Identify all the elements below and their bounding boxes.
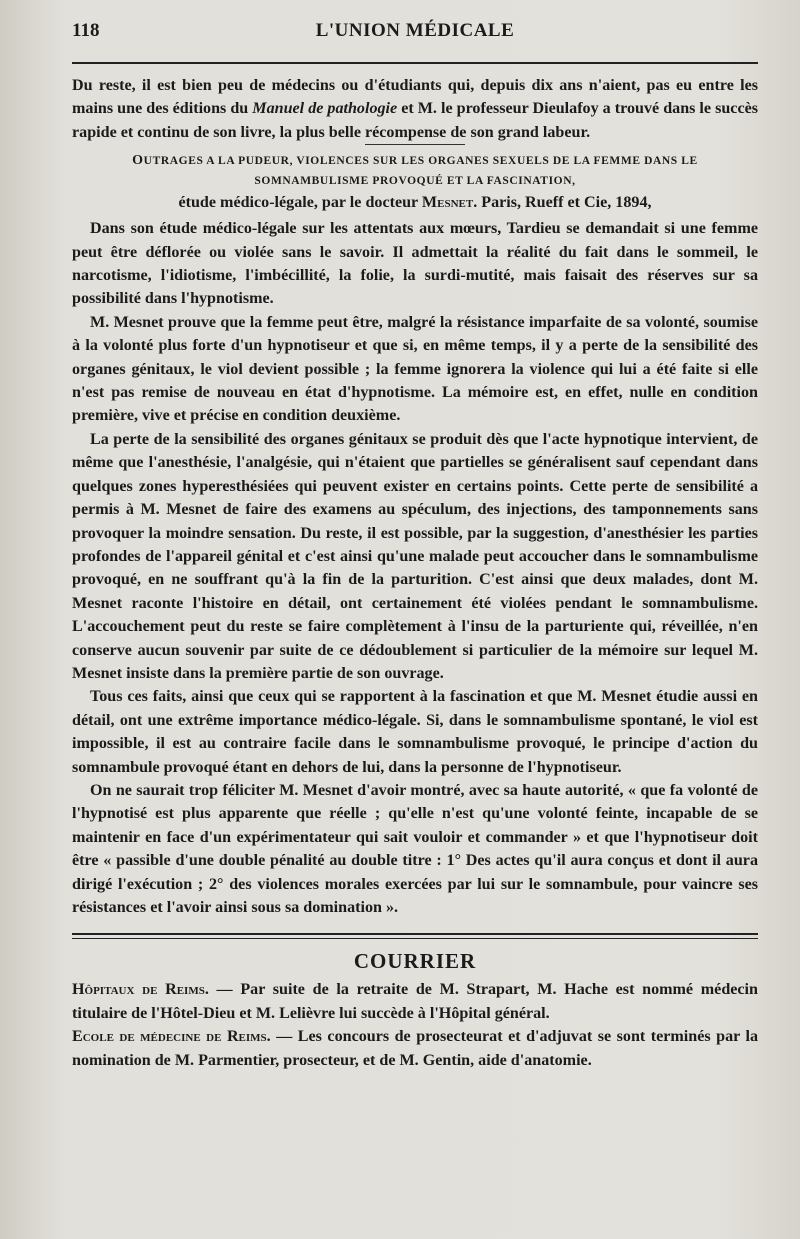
review-paragraph: On ne saurait trop féliciter M. Mesnet d'avoir montré, avec sa haute autorité, « que fa volonté de l'hypnotisé est plus apparente que réelle ; qu'elle n'est qu'une volonté feinte, incapable de se maintenir en face d'un expérimentateur qui sait vouloir et commander » et que l'hypnotiseur doit être « passible d'une double pénalité au double titre : 1° Des actes qu'il aura conçus et dont il aura dirigé l'exécution ; 2° des violences morales exercées par lui sur le somnambule, pour vaincre ses résistances et l'avoir ainsi sous sa domination ». — [72, 781, 758, 916]
courrier-title: COURRIER — [353, 949, 477, 974]
review-byline: étude médico-légale, par le docteur Mesnet. Paris, Rueff et Cie, 1894, — [178, 194, 652, 212]
intro-paragraph: Du reste, il est bien peu de médecins ou d'étudiants qui, depuis dix ans n'aient, pas eu entre les mains une des éditions du Manuel de pathologie et M. le professeur Dieulafoy a trouvé dans le succès rapide et continu de son livre, la plus belle récompense de son grand labeur. — [72, 77, 758, 141]
section-divider — [365, 144, 465, 145]
news-item: Hôpitaux de Reims. — Par suite de la retraite de M. Strapart, M. Hache est nommé médecin titulaire de l'Hôtel-Dieu et M. Lelièvre lui succède à l'Hôpital général. — [72, 981, 758, 1022]
review-paragraph: La perte de la sensibilité des organes génitaux se produit dès que l'acte hypnotique intervient, de même que l'anesthésie, l'analgésie, qui n'étaient que partielles se généralisent sauf cependant dans quelques zones hyperesthésiées qui peuvent exister en certains points. Cette perte de sensibilité a permis à M. Mesnet de faire des examens au spéculum, des injections, des tamponnements sans provoquer la moindre sensation. Du reste, il est possible, par la suggestion, d'anesthésier les parties profondes de l'appareil génital et c'est ainsi qu'une malade peut accoucher dans le somnambulisme provoqué, en ne souffrant qu'à la fin de la parturition. C'est ainsi que deux malades, dont M. Mesnet raconte l'histoire en détail, ont certainement été violées pendant le somnambulisme. L'accouchement peut du reste se faire complètement à l'insu de la parturiente qui, réveillée, n'en conserve aucun souvenir par suite de ce dédoublement si particulier de la mémoire sur lequel M. Mesnet insiste dans la première partie de son ouvrage. — [72, 430, 758, 682]
page-header — [72, 20, 758, 48]
review-title: OUTRAGES A LA PUDEUR, VIOLENCES SUR LES ORGANES SEXUELS DE LA FEMME DANS LE SOMNAMBULISME PROVOQUÉ ET LA FASCINATION, — [132, 153, 698, 188]
header-rule — [72, 62, 758, 64]
review-paragraph: M. Mesnet prouve que la femme peut être, malgré la résistance imparfaite de sa volonté, soumise à la volonté plus forte d'un hypnotiseur et que si, en même temps, il y a perte de la sensibilité des organes génitaux, le viol devient possible ; la femme ignorera la violence qui lui a été faite si elle n'est pas remise de nouveau en état d'hypnotisme. La mémoire est, en effet, nulle en condition première, vive et précise en condition deuxième. — [72, 313, 758, 425]
author-name: Mesnet — [421, 194, 474, 212]
double-rule — [72, 933, 758, 939]
review-paragraph: Tous ces faits, ainsi que ceux qui se rapportent à la fascination et que M. Mesnet étudie aussi en détail, ont une extrême importance médico-légale. Si, dans le somnambulisme spontané, le viol est impossible, il est au contraire facile dans le somnambulisme provoqué, le principe d'action du somnambule provoqué étant en dehors de lui, dans la personne de l'hypnotiseur. — [72, 688, 758, 776]
courrier-news — [72, 978, 758, 1072]
review-paragraph: Dans son étude médico-légale sur les attentats aux mœurs, Tardieu se demandait si une femme peut être déflorée ou violée sans le savoir. Il admettait la réalité du fait dans le sommeil, le narcotisme, l'idiotisme, l'imbécillité, la folie, la surdi-mutité, mais faisait des réserves sur sa possibilité dans l'hypnotisme. — [72, 220, 758, 308]
book-title: Manuel de pathologie — [252, 100, 398, 118]
page-number: 118 — [72, 20, 100, 41]
news-item: Ecole de médecine de Reims. — Les concours de prosecteurat et d'adjuvat se sont terminés par la nomination de M. Parmentier, prosecteur, et de M. Gentin, aide d'anatomie. — [72, 1028, 758, 1069]
running-title: L'UNION MÉDICALE — [315, 20, 515, 41]
